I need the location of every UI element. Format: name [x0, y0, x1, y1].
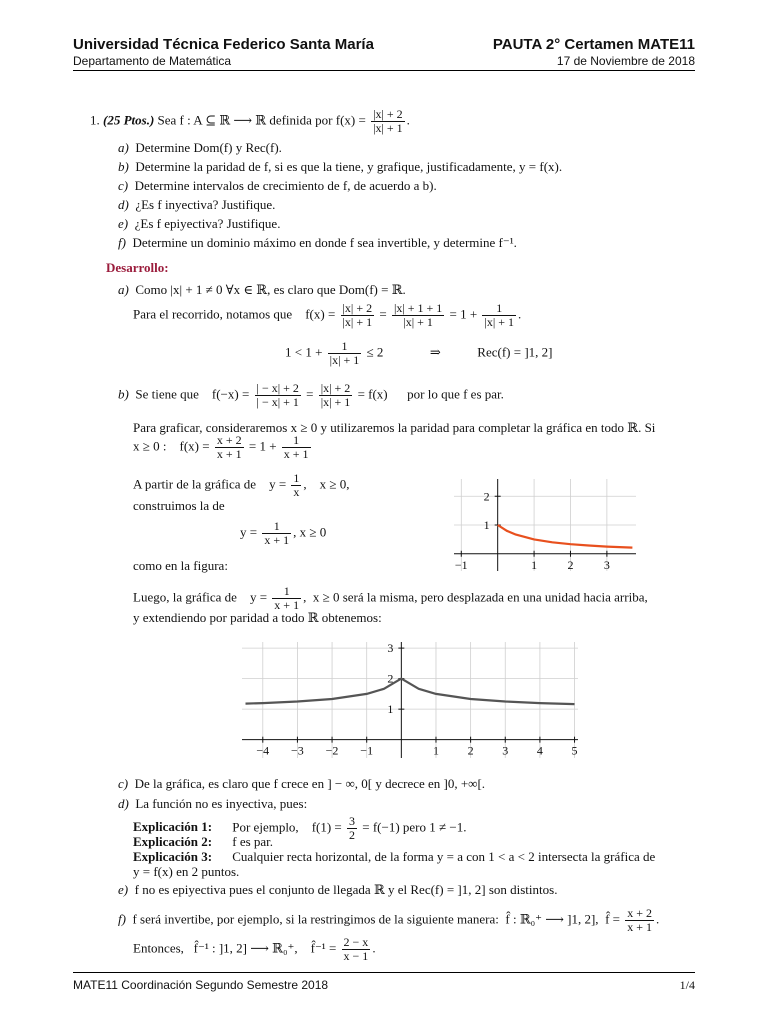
part-b-partir1: A partir de la gráfica de y = $\frac{1}{x}$ , x ≥ 0,	[133, 471, 350, 499]
chart-reciprocal-shifted	[440, 465, 650, 585]
x-tick-label: 5	[571, 743, 578, 758]
x-tick-label: 2	[467, 743, 474, 758]
y-tick-label: 1	[483, 518, 490, 532]
series-line	[246, 679, 575, 705]
x-tick-label: −4	[256, 743, 270, 758]
x-tick-label: 1	[432, 743, 439, 758]
explanation-3-cont: y = f(x) en 2 puntos.	[133, 864, 240, 879]
part-b-figura: como en la figura:	[133, 558, 228, 573]
part-e-line: e) f no es epiyectiva pues el conjunto de llegada ℝ y el Rec(f) = ]1, 2] son distintos.	[118, 882, 558, 897]
chart-f-full	[230, 630, 590, 770]
desarrollo-heading: Desarrollo:	[106, 260, 169, 275]
part-b-y-eq: y = $\frac{1}{x + 1}$ , x ≥ 0	[240, 519, 327, 547]
part-a-inequality: 1 < 1 + $\frac{1}{|x| + 1}$ ≤ 2 ⇒ Rec(f) = ]1, 2]	[285, 339, 553, 367]
part-b-luego2: y extendiendo por paridad a todo ℝ obtenemos:	[133, 610, 382, 625]
problem-statement: 1. (25 Ptos.) Sea f : A ⊆ ℝ ⟶ ℝ definida por f(x) = $\frac{|x| + 2}{|x| + 1}$ .	[90, 107, 410, 135]
part-b-luego1: Luego, la gráfica de y = $\frac{1}{x + 1}$ , x ≥ 0 será la misma, pero desplazada en una unidad hacia arriba,	[133, 584, 648, 612]
part-b-para1: Para graficar, consideraremos x ≥ 0 y utilizaremos la paridad para completar la gráfica en todo ℝ. Si	[133, 420, 656, 435]
university-name: Universidad Técnica Federico Santa María	[73, 36, 374, 53]
x-tick-label: 3	[603, 557, 610, 572]
page-number: 1/4	[679, 978, 695, 992]
y-tick-label: 3	[387, 641, 394, 656]
part-a-line1: a) Como |x| + 1 ≠ 0 ∀x ∈ ℝ, es claro que Dom(f) = ℝ.	[118, 282, 406, 297]
header-rule	[73, 70, 695, 71]
x-tick-label: −3	[291, 743, 304, 758]
explanation-2: Explicación 2: f es par.	[133, 834, 274, 849]
problem-item: a) Determine Dom(f) y Rec(f).	[118, 140, 282, 155]
problem-item: b) Determine la paridad de f, si es que la tiene, y grafique, justificadamente, y = f(x).	[118, 159, 563, 174]
y-tick-label: 2	[483, 489, 490, 504]
problem-item: c) Determine intervalos de crecimiento de f, de acuerdo a b).	[118, 178, 437, 193]
part-f-entonces: Entonces, f̂⁻¹ : ]1, 2] ⟶ ℝ₀⁺, f̂⁻¹ = $\frac{2 - x}{x - 1}$ .	[133, 935, 376, 963]
footer-course: MATE11 Coordinación Segundo Semestre 2018	[73, 978, 329, 992]
explanation-1: Explicación 1: Por ejemplo, f(1) = $\frac{3}{2}$ = f(−1) pero 1 ≠ −1.	[133, 814, 467, 842]
y-tick-label: 2	[387, 671, 394, 686]
exam-title: PAUTA 2° Certamen MATE11	[492, 36, 695, 53]
exam-date: 17 de Noviembre de 2018	[556, 54, 695, 68]
problem-item: f) Determine un dominio máximo en donde f sea invertible, y determine f⁻¹.	[118, 235, 517, 250]
y-tick-label: 1	[387, 702, 394, 717]
problem-item: e) ¿Es f epiyectiva? Justifique.	[118, 216, 281, 231]
x-tick-label: −1	[454, 557, 468, 572]
x-tick-label: −2	[325, 743, 339, 758]
footer-rule	[73, 972, 695, 973]
part-b-line1: b) Se tiene que f(−x) = $\frac{| - x| + 2}{| - x| + 1}$ = $\frac{|x| + 2}{|x| + 1}$ = f(x) por lo que f es par.	[118, 381, 504, 409]
problem-item: d) ¿Es f inyectiva? Justifique.	[118, 197, 276, 212]
part-a-line2: Para el recorrido, notamos que f(x) = $\frac{|x| + 2}{|x| + 1}$ = $\frac{|x| + 1 + 1}{|x| + 1}$ = 1 + $\frac{1}{|x| + 1}$ .	[133, 301, 522, 329]
x-tick-label: 4	[536, 743, 543, 758]
x-tick-label: 2	[567, 557, 574, 572]
department-name: Departamento de Matemática	[73, 54, 232, 68]
part-f-line: f) f será invertibe, por ejemplo, si la restringimos de la siguiente manera: f̂ : ℝ₀⁺ ⟶ ]1, 2], f̂ = $\frac{x + 2}{x + 1}$ .	[118, 906, 660, 934]
explanation-3: Explicación 3: Cualquier recta horizontal, de la forma y = a con 1 < a < 2 intersecta la gráfica de	[133, 849, 656, 864]
x-tick-label: −1	[360, 743, 374, 758]
x-tick-label: 3	[502, 743, 509, 758]
part-b-partir2: construimos la de	[133, 498, 225, 513]
series-line	[498, 525, 633, 548]
part-d-line: d) La función no es inyectiva, pues:	[118, 796, 308, 811]
part-c-line: c) De la gráfica, es claro que f crece en ] − ∞, 0[ y decrece en ]0, +∞[.	[118, 776, 486, 791]
x-tick-label: 1	[531, 557, 538, 572]
part-b-para2: x ≥ 0 : f(x) = $\frac{x + 2}{x + 1}$ = 1 + $\frac{1}{x + 1}$	[133, 433, 309, 461]
